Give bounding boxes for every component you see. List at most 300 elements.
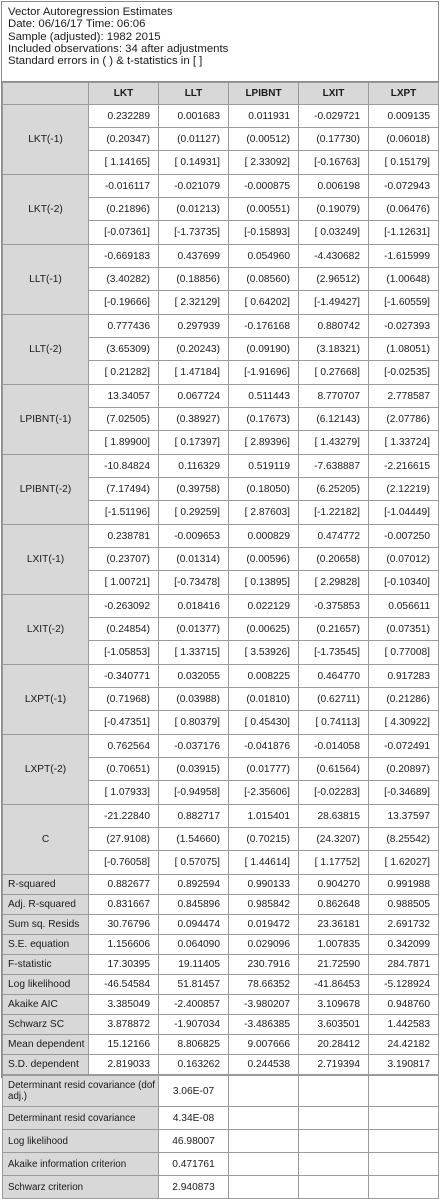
std-error-cell: (0.03915) bbox=[159, 758, 229, 781]
stat-value: 0.029096 bbox=[229, 935, 299, 955]
std-error-cell: (0.24854) bbox=[89, 618, 159, 641]
stat-value: -46.54584 bbox=[89, 975, 159, 995]
t-stat-cell: [ 4.30922] bbox=[369, 711, 439, 735]
std-error-cell: (0.00625) bbox=[229, 618, 299, 641]
row-label: LKT(-1) bbox=[3, 105, 89, 175]
coefficient-cell: -0.072491 bbox=[369, 735, 439, 758]
stat-value: -41.86453 bbox=[299, 975, 369, 995]
t-stat-cell: [ 2.33092] bbox=[229, 151, 299, 175]
stat-label: Sum sq. Resids bbox=[3, 915, 89, 935]
std-error-cell: (0.00512) bbox=[229, 128, 299, 151]
empty-cell bbox=[229, 1076, 299, 1107]
output-sample: Sample (adjusted): 1982 2015 bbox=[8, 30, 161, 43]
empty-cell bbox=[229, 1176, 299, 1199]
summary-body bbox=[3, 1076, 439, 1199]
header-corner bbox=[3, 83, 89, 105]
std-error-cell: (0.23707) bbox=[89, 548, 159, 571]
t-stat-cell: [ 1.44614] bbox=[229, 851, 299, 875]
empty-cell bbox=[369, 1076, 439, 1107]
stat-value: 0.342099 bbox=[369, 935, 439, 955]
coefficient-cell: -0.669183 bbox=[89, 245, 159, 268]
std-error-cell: (0.08560) bbox=[229, 268, 299, 291]
std-error-cell: (3.65309) bbox=[89, 338, 159, 361]
stat-value: 1.442583 bbox=[369, 1015, 439, 1035]
stat-value: -3.980207 bbox=[229, 995, 299, 1015]
stat-value: 3.109678 bbox=[299, 995, 369, 1015]
coefficient-cell: -1.615999 bbox=[369, 245, 439, 268]
stat-value: -2.400857 bbox=[159, 995, 229, 1015]
coefficient-cell: 0.056611 bbox=[369, 595, 439, 618]
stat-value: 0.991988 bbox=[369, 875, 439, 895]
stat-value: 0.163262 bbox=[159, 1055, 229, 1075]
coefficient-cell: -2.216615 bbox=[369, 455, 439, 478]
summary-value: 46.98007 bbox=[159, 1130, 229, 1153]
t-stat-cell: [ 0.29259] bbox=[159, 501, 229, 525]
std-error-cell: (27.9108) bbox=[89, 828, 159, 851]
t-stat-cell: [-1.51196] bbox=[89, 501, 159, 525]
stat-value: 3.603501 bbox=[299, 1015, 369, 1035]
coefficient-cell: -21.22840 bbox=[89, 805, 159, 828]
table-row bbox=[3, 105, 439, 128]
var-coefficients-table bbox=[2, 82, 439, 1075]
coefficient-cell: -0.340771 bbox=[89, 665, 159, 688]
stat-label: Adj. R-squared bbox=[3, 895, 89, 915]
t-stat-cell: [-0.76058] bbox=[89, 851, 159, 875]
std-error-cell: (0.70215) bbox=[229, 828, 299, 851]
std-error-cell: (0.09190) bbox=[229, 338, 299, 361]
output-header bbox=[2, 2, 438, 82]
t-stat-cell: [ 1.00721] bbox=[89, 571, 159, 595]
table-row bbox=[3, 895, 439, 915]
coefficient-cell: -0.014058 bbox=[299, 735, 369, 758]
coefficient-cell: 2.778587 bbox=[369, 385, 439, 408]
statistics-body bbox=[3, 875, 439, 1075]
table-row bbox=[3, 735, 439, 758]
coefficients-body bbox=[3, 105, 439, 875]
coefficient-cell: 0.917283 bbox=[369, 665, 439, 688]
t-stat-cell: [-1.73545] bbox=[299, 641, 369, 665]
coefficient-cell: 0.011931 bbox=[229, 105, 299, 128]
t-stat-cell: [-1.04449] bbox=[369, 501, 439, 525]
std-error-cell: (6.25205) bbox=[299, 478, 369, 501]
std-error-cell: (2.12219) bbox=[369, 478, 439, 501]
stat-value: 0.831667 bbox=[89, 895, 159, 915]
std-error-cell: (0.07351) bbox=[369, 618, 439, 641]
summary-label: Log likelihood bbox=[3, 1130, 159, 1153]
coefficient-cell: -10.84824 bbox=[89, 455, 159, 478]
t-stat-cell: [ 2.87603] bbox=[229, 501, 299, 525]
std-error-cell: (1.54660) bbox=[159, 828, 229, 851]
t-stat-cell: [ 0.21282] bbox=[89, 361, 159, 385]
stat-value: 9.007666 bbox=[229, 1035, 299, 1055]
t-stat-cell: [-0.34689] bbox=[369, 781, 439, 805]
coefficient-cell: -0.037176 bbox=[159, 735, 229, 758]
stat-value: 0.094474 bbox=[159, 915, 229, 935]
coefficient-cell: 28.63815 bbox=[299, 805, 369, 828]
stat-value: 3.190817 bbox=[369, 1055, 439, 1075]
stat-value: 51.81457 bbox=[159, 975, 229, 995]
column-header: LPIBNT bbox=[229, 83, 299, 105]
row-label: C bbox=[3, 805, 89, 875]
empty-cell bbox=[299, 1176, 369, 1199]
t-stat-cell: [ 0.03249] bbox=[299, 221, 369, 245]
table-row bbox=[3, 315, 439, 338]
row-label: LXIT(-1) bbox=[3, 525, 89, 595]
stat-value: 0.244538 bbox=[229, 1055, 299, 1075]
t-stat-cell: [-0.02283] bbox=[299, 781, 369, 805]
stat-value: 1.007835 bbox=[299, 935, 369, 955]
std-error-cell: (0.20347) bbox=[89, 128, 159, 151]
var-estimates-panel bbox=[1, 1, 439, 1193]
t-stat-cell: [ 3.53926] bbox=[229, 641, 299, 665]
table-row bbox=[3, 935, 439, 955]
output-note: Standard errors in ( ) & t-statistics in [ ] bbox=[8, 55, 203, 68]
coefficient-cell: -4.430682 bbox=[299, 245, 369, 268]
t-stat-cell: [ 1.47184] bbox=[159, 361, 229, 385]
row-label: LLT(-1) bbox=[3, 245, 89, 315]
empty-cell bbox=[299, 1130, 369, 1153]
std-error-cell: (0.20243) bbox=[159, 338, 229, 361]
stat-value: 3.878872 bbox=[89, 1015, 159, 1035]
coefficient-cell: 0.009135 bbox=[369, 105, 439, 128]
coefficient-cell: 0.882717 bbox=[159, 805, 229, 828]
coefficient-cell: 0.474772 bbox=[299, 525, 369, 548]
stat-value: 0.064090 bbox=[159, 935, 229, 955]
std-error-cell: (7.17494) bbox=[89, 478, 159, 501]
stat-value: 230.7916 bbox=[229, 955, 299, 975]
table-row bbox=[3, 1015, 439, 1035]
empty-cell bbox=[299, 1153, 369, 1176]
stat-label: F-statistic bbox=[3, 955, 89, 975]
std-error-cell: (0.21657) bbox=[299, 618, 369, 641]
std-error-cell: (0.01213) bbox=[159, 198, 229, 221]
std-error-cell: (0.07012) bbox=[369, 548, 439, 571]
t-stat-cell: [-1.12631] bbox=[369, 221, 439, 245]
t-stat-cell: [ 0.13895] bbox=[229, 571, 299, 595]
t-stat-cell: [ 1.62027] bbox=[369, 851, 439, 875]
coefficient-cell: 0.232289 bbox=[89, 105, 159, 128]
stat-value: 24.42182 bbox=[369, 1035, 439, 1055]
table-row bbox=[3, 245, 439, 268]
coefficient-cell: 0.001683 bbox=[159, 105, 229, 128]
coefficient-cell: -7.638887 bbox=[299, 455, 369, 478]
table-row bbox=[3, 1076, 439, 1107]
empty-cell bbox=[229, 1130, 299, 1153]
t-stat-cell: [ 0.64202] bbox=[229, 291, 299, 315]
table-row bbox=[3, 595, 439, 618]
row-label: LXPT(-2) bbox=[3, 735, 89, 805]
std-error-cell: (0.17730) bbox=[299, 128, 369, 151]
t-stat-cell: [-0.16763] bbox=[299, 151, 369, 175]
summary-label: Schwarz criterion bbox=[3, 1176, 159, 1199]
coefficient-cell: 13.34057 bbox=[89, 385, 159, 408]
coefficient-cell: 0.116329 bbox=[159, 455, 229, 478]
t-stat-cell: [-2.35606] bbox=[229, 781, 299, 805]
stat-value: 78.66352 bbox=[229, 975, 299, 995]
output-title: Vector Autoregression Estimates bbox=[8, 6, 173, 18]
table-row bbox=[3, 995, 439, 1015]
empty-cell bbox=[229, 1107, 299, 1130]
stat-value: 2.819033 bbox=[89, 1055, 159, 1075]
coefficient-cell: 0.762564 bbox=[89, 735, 159, 758]
std-error-cell: (1.00648) bbox=[369, 268, 439, 291]
t-stat-cell: [ 0.77008] bbox=[369, 641, 439, 665]
stat-value: 30.76796 bbox=[89, 915, 159, 935]
stat-value: 0.990133 bbox=[229, 875, 299, 895]
empty-cell bbox=[369, 1153, 439, 1176]
stat-value: 2.719394 bbox=[299, 1055, 369, 1075]
stat-value: 0.988505 bbox=[369, 895, 439, 915]
empty-cell bbox=[299, 1107, 369, 1130]
t-stat-cell: [ 1.14165] bbox=[89, 151, 159, 175]
table-row bbox=[3, 1130, 439, 1153]
std-error-cell: (3.40282) bbox=[89, 268, 159, 291]
std-error-cell: (0.01377) bbox=[159, 618, 229, 641]
std-error-cell: (0.00551) bbox=[229, 198, 299, 221]
system-summary-table bbox=[2, 1075, 439, 1199]
t-stat-cell: [-0.10340] bbox=[369, 571, 439, 595]
std-error-cell: (0.19079) bbox=[299, 198, 369, 221]
coefficient-cell: 1.015401 bbox=[229, 805, 299, 828]
stat-value: 1.156606 bbox=[89, 935, 159, 955]
coefficient-cell: 0.032055 bbox=[159, 665, 229, 688]
empty-cell bbox=[299, 1076, 369, 1107]
row-label: LLT(-2) bbox=[3, 315, 89, 385]
std-error-cell: (1.08051) bbox=[369, 338, 439, 361]
stat-value: 17.30395 bbox=[89, 955, 159, 975]
row-label: LXPT(-1) bbox=[3, 665, 89, 735]
stat-value: 20.28412 bbox=[299, 1035, 369, 1055]
stat-label: Mean dependent bbox=[3, 1035, 89, 1055]
column-header: LLT bbox=[159, 83, 229, 105]
t-stat-cell: [ 0.80379] bbox=[159, 711, 229, 735]
row-label: LXIT(-2) bbox=[3, 595, 89, 665]
t-stat-cell: [-0.94958] bbox=[159, 781, 229, 805]
stat-value: 0.019472 bbox=[229, 915, 299, 935]
table-row bbox=[3, 665, 439, 688]
std-error-cell: (6.12143) bbox=[299, 408, 369, 431]
row-label: LKT(-2) bbox=[3, 175, 89, 245]
coefficient-cell: 0.777436 bbox=[89, 315, 159, 338]
t-stat-cell: [ 1.89900] bbox=[89, 431, 159, 455]
std-error-cell: (0.21286) bbox=[369, 688, 439, 711]
column-header-row bbox=[3, 83, 439, 105]
t-stat-cell: [-0.19666] bbox=[89, 291, 159, 315]
table-row bbox=[3, 455, 439, 478]
stat-value: 19.11405 bbox=[159, 955, 229, 975]
t-stat-cell: [-0.15893] bbox=[229, 221, 299, 245]
t-stat-cell: [-1.91696] bbox=[229, 361, 299, 385]
std-error-cell: (0.00596) bbox=[229, 548, 299, 571]
std-error-cell: (0.20897) bbox=[369, 758, 439, 781]
std-error-cell: (0.71968) bbox=[89, 688, 159, 711]
std-error-cell: (0.03988) bbox=[159, 688, 229, 711]
coefficient-cell: -0.029721 bbox=[299, 105, 369, 128]
coefficient-cell: 0.022129 bbox=[229, 595, 299, 618]
stat-value: 3.385049 bbox=[89, 995, 159, 1015]
t-stat-cell: [-1.22182] bbox=[299, 501, 369, 525]
stat-label: S.D. dependent bbox=[3, 1055, 89, 1075]
output-observations: Included observations: 34 after adjustments bbox=[8, 42, 229, 55]
t-stat-cell: [ 0.17397] bbox=[159, 431, 229, 455]
t-stat-cell: [ 2.29828] bbox=[299, 571, 369, 595]
t-stat-cell: [ 0.27668] bbox=[299, 361, 369, 385]
stat-value: 0.882677 bbox=[89, 875, 159, 895]
stat-value: 0.904270 bbox=[299, 875, 369, 895]
std-error-cell: (0.01777) bbox=[229, 758, 299, 781]
std-error-cell: (0.17673) bbox=[229, 408, 299, 431]
coefficient-cell: 0.511443 bbox=[229, 385, 299, 408]
summary-value: 4.34E-08 bbox=[159, 1107, 229, 1130]
t-stat-cell: [-1.73735] bbox=[159, 221, 229, 245]
t-stat-cell: [-1.49427] bbox=[299, 291, 369, 315]
coefficient-cell: 0.054960 bbox=[229, 245, 299, 268]
std-error-cell: (0.18050) bbox=[229, 478, 299, 501]
std-error-cell: (0.01810) bbox=[229, 688, 299, 711]
std-error-cell: (0.01314) bbox=[159, 548, 229, 571]
table-row bbox=[3, 1153, 439, 1176]
stat-label: Akaike AIC bbox=[3, 995, 89, 1015]
std-error-cell: (0.70651) bbox=[89, 758, 159, 781]
coefficient-cell: 0.018416 bbox=[159, 595, 229, 618]
stat-label: S.E. equation bbox=[3, 935, 89, 955]
summary-label: Akaike information criterion bbox=[3, 1153, 159, 1176]
table-row bbox=[3, 875, 439, 895]
std-error-cell: (3.18321) bbox=[299, 338, 369, 361]
coefficient-cell: 8.770707 bbox=[299, 385, 369, 408]
stat-value: 0.845896 bbox=[159, 895, 229, 915]
t-stat-cell: [ 0.14931] bbox=[159, 151, 229, 175]
stat-label: Log likelihood bbox=[3, 975, 89, 995]
t-stat-cell: [ 0.15179] bbox=[369, 151, 439, 175]
coefficient-cell: 0.297939 bbox=[159, 315, 229, 338]
empty-cell bbox=[229, 1153, 299, 1176]
stat-value: -5.128924 bbox=[369, 975, 439, 995]
column-header: LXIT bbox=[299, 83, 369, 105]
table-row bbox=[3, 525, 439, 548]
stat-value: 0.862648 bbox=[299, 895, 369, 915]
stat-value: 23.36181 bbox=[299, 915, 369, 935]
coefficient-cell: 0.006198 bbox=[299, 175, 369, 198]
summary-label: Determinant resid covariance (dof adj.) bbox=[3, 1076, 159, 1107]
coefficient-cell: -0.000875 bbox=[229, 175, 299, 198]
row-label: LPIBNT(-2) bbox=[3, 455, 89, 525]
coefficient-cell: -0.176168 bbox=[229, 315, 299, 338]
stat-value: 0.892594 bbox=[159, 875, 229, 895]
table-row bbox=[3, 1055, 439, 1075]
std-error-cell: (0.01127) bbox=[159, 128, 229, 151]
t-stat-cell: [ 1.07933] bbox=[89, 781, 159, 805]
t-stat-cell: [ 1.17752] bbox=[299, 851, 369, 875]
std-error-cell: (0.06018) bbox=[369, 128, 439, 151]
table-row bbox=[3, 915, 439, 935]
coefficient-cell: -0.021079 bbox=[159, 175, 229, 198]
summary-value: 2.940873 bbox=[159, 1176, 229, 1199]
empty-cell bbox=[369, 1107, 439, 1130]
row-label: LPIBNT(-1) bbox=[3, 385, 89, 455]
stat-value: 0.985842 bbox=[229, 895, 299, 915]
coefficient-cell: 0.437699 bbox=[159, 245, 229, 268]
table-row bbox=[3, 1176, 439, 1199]
std-error-cell: (7.02505) bbox=[89, 408, 159, 431]
t-stat-cell: [ 2.32129] bbox=[159, 291, 229, 315]
t-stat-cell: [-0.47351] bbox=[89, 711, 159, 735]
t-stat-cell: [ 1.33715] bbox=[159, 641, 229, 665]
coefficient-cell: 0.464770 bbox=[299, 665, 369, 688]
std-error-cell: (24.3207) bbox=[299, 828, 369, 851]
summary-label: Determinant resid covariance bbox=[3, 1107, 159, 1130]
t-stat-cell: [-1.05853] bbox=[89, 641, 159, 665]
std-error-cell: (0.21896) bbox=[89, 198, 159, 221]
empty-cell bbox=[369, 1176, 439, 1199]
stat-value: 15.12166 bbox=[89, 1035, 159, 1055]
coefficient-cell: 0.238781 bbox=[89, 525, 159, 548]
std-error-cell: (0.39758) bbox=[159, 478, 229, 501]
t-stat-cell: [ 1.33724] bbox=[369, 431, 439, 455]
t-stat-cell: [ 0.57075] bbox=[159, 851, 229, 875]
t-stat-cell: [-1.60559] bbox=[369, 291, 439, 315]
std-error-cell: (0.38927) bbox=[159, 408, 229, 431]
t-stat-cell: [ 0.45430] bbox=[229, 711, 299, 735]
stat-value: 2.691732 bbox=[369, 915, 439, 935]
t-stat-cell: [ 0.74113] bbox=[299, 711, 369, 735]
stat-label: R-squared bbox=[3, 875, 89, 895]
coefficient-cell: -0.027393 bbox=[369, 315, 439, 338]
t-stat-cell: [-0.07361] bbox=[89, 221, 159, 245]
std-error-cell: (0.61564) bbox=[299, 758, 369, 781]
table-row bbox=[3, 175, 439, 198]
column-header: LKT bbox=[89, 83, 159, 105]
coefficient-cell: -0.009653 bbox=[159, 525, 229, 548]
stat-value: 8.806825 bbox=[159, 1035, 229, 1055]
std-error-cell: (0.06476) bbox=[369, 198, 439, 221]
coefficient-cell: -0.007250 bbox=[369, 525, 439, 548]
t-stat-cell: [ 2.89396] bbox=[229, 431, 299, 455]
stat-value: -1.907034 bbox=[159, 1015, 229, 1035]
stat-value: -3.486385 bbox=[229, 1015, 299, 1035]
coefficient-cell: -0.263092 bbox=[89, 595, 159, 618]
output-date: Date: 06/16/17 Time: 06:06 bbox=[8, 18, 146, 31]
t-stat-cell: [-0.02535] bbox=[369, 361, 439, 385]
table-row bbox=[3, 1035, 439, 1055]
stat-value: 284.7871 bbox=[369, 955, 439, 975]
table-row bbox=[3, 955, 439, 975]
column-header: LXPT bbox=[369, 83, 439, 105]
t-stat-cell: [ 1.43279] bbox=[299, 431, 369, 455]
table-row bbox=[3, 805, 439, 828]
std-error-cell: (0.62711) bbox=[299, 688, 369, 711]
table-row bbox=[3, 975, 439, 995]
coefficient-cell: 0.008225 bbox=[229, 665, 299, 688]
coefficient-cell: -0.041876 bbox=[229, 735, 299, 758]
coefficient-cell: -0.375853 bbox=[299, 595, 369, 618]
coefficient-cell: -0.072943 bbox=[369, 175, 439, 198]
coefficient-cell: 0.519119 bbox=[229, 455, 299, 478]
stat-value: 0.948760 bbox=[369, 995, 439, 1015]
summary-value: 0.471761 bbox=[159, 1153, 229, 1176]
t-stat-cell: [-0.73478] bbox=[159, 571, 229, 595]
std-error-cell: (8.25542) bbox=[369, 828, 439, 851]
coefficient-cell: 0.000829 bbox=[229, 525, 299, 548]
table-row bbox=[3, 385, 439, 408]
std-error-cell: (0.20658) bbox=[299, 548, 369, 571]
std-error-cell: (0.18856) bbox=[159, 268, 229, 291]
std-error-cell: (2.96512) bbox=[299, 268, 369, 291]
stat-value: 21.72590 bbox=[299, 955, 369, 975]
table-row bbox=[3, 1107, 439, 1130]
coefficient-cell: 0.880742 bbox=[299, 315, 369, 338]
coefficient-cell: 0.067724 bbox=[159, 385, 229, 408]
